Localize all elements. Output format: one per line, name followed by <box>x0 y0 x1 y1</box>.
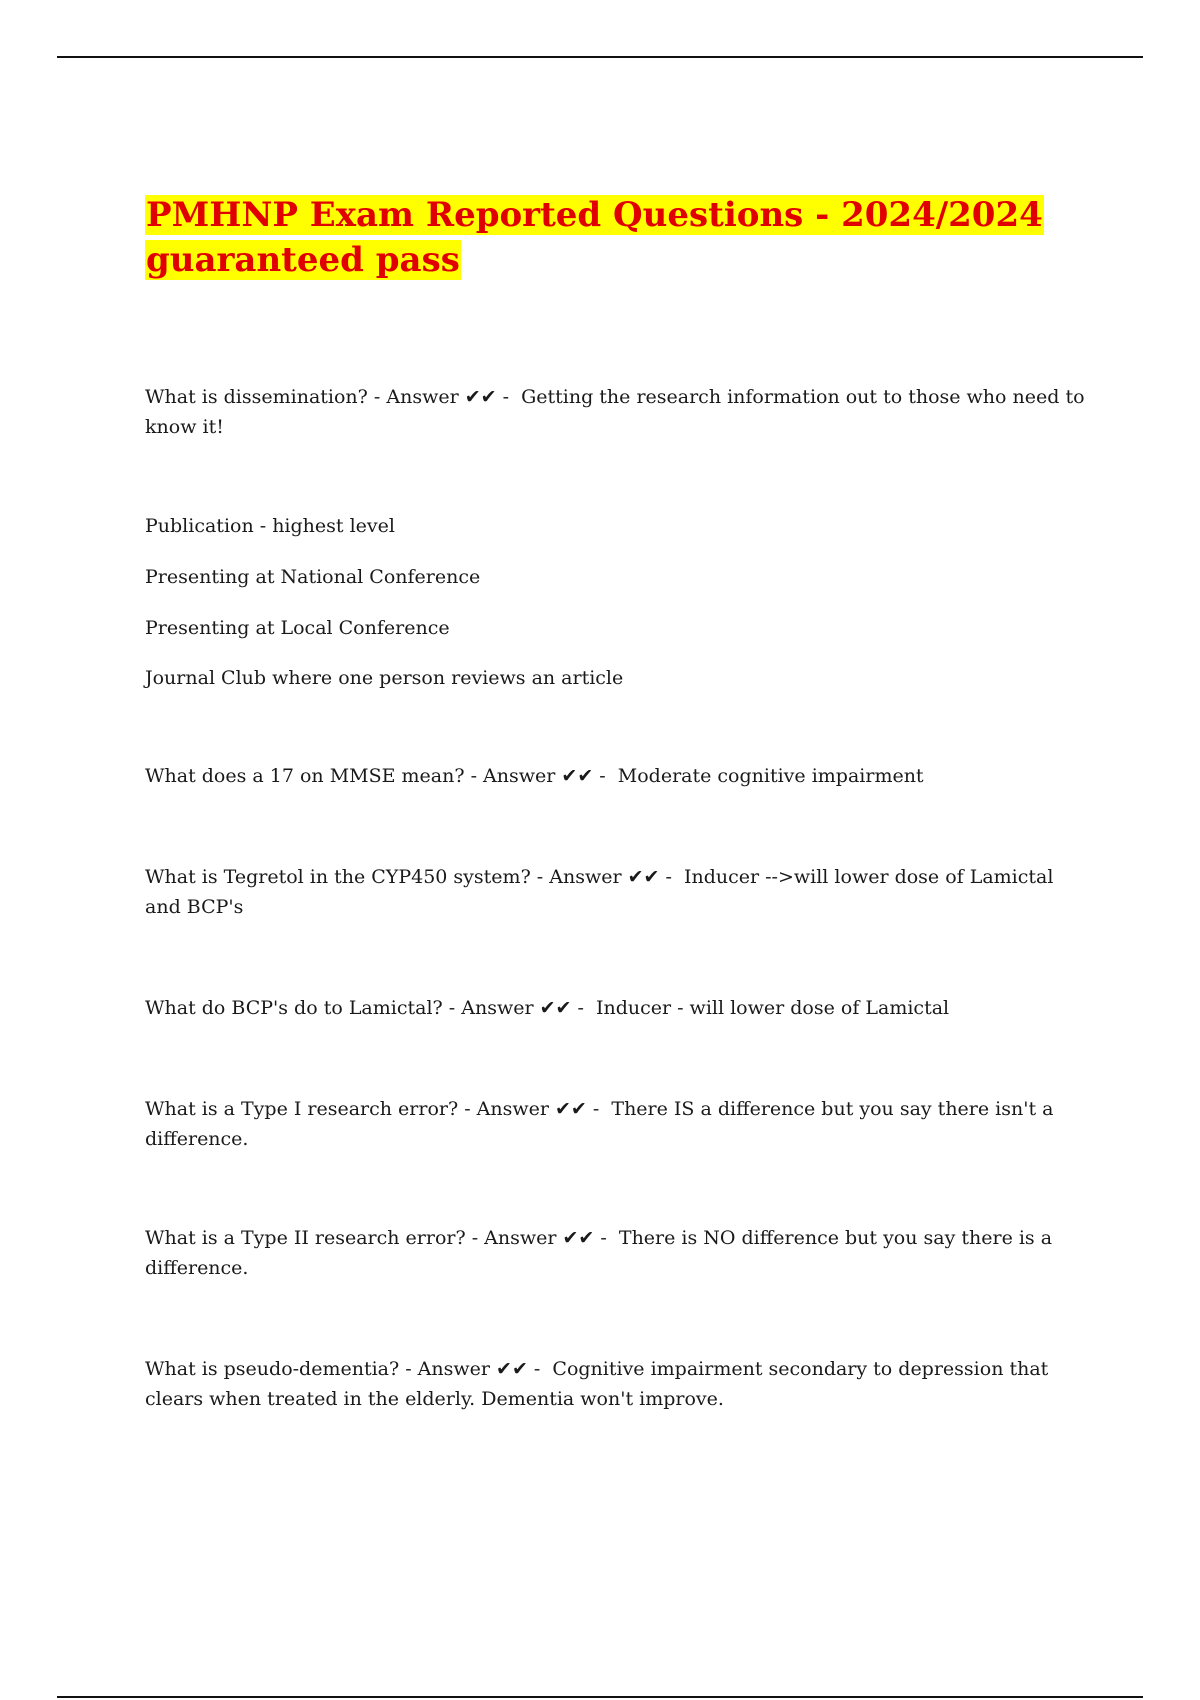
title-line-2: guaranteed pass <box>146 240 460 280</box>
question-text: What do BCP's do to Lamictal? <box>145 997 443 1019</box>
qa-item-mmse <box>145 761 1085 791</box>
qa-item-tegretol <box>145 862 1085 922</box>
dissemination-level-item: Publication - highest level <box>145 515 395 537</box>
answer-text: Moderate cognitive impairment <box>617 765 924 787</box>
question-text: What is Tegretol in the CYP450 system? <box>145 866 531 888</box>
qa-item-type-1-error <box>145 1094 1085 1154</box>
answer-text: Inducer -->will lower dose of Lamictal and BCP's <box>145 866 1054 918</box>
answer-text: There IS a difference but you say there isn't a difference. <box>145 1098 1054 1150</box>
qa-item-type-2-error <box>145 1223 1085 1283</box>
question-text: What is a Type I research error? <box>145 1098 459 1120</box>
question-text: What is a Type II research error? <box>145 1227 466 1249</box>
answer-marker: - Answer ✔✔ - <box>367 386 522 408</box>
qa-item-pseudo-dementia <box>145 1354 1085 1414</box>
dissemination-level-item: Journal Club where one person reviews an article <box>145 667 624 689</box>
answer-text: Inducer - will lower dose of Lamictal <box>595 997 950 1019</box>
dissemination-level-item: Presenting at National Conference <box>145 566 481 588</box>
answer-marker: - Answer ✔✔ - <box>465 1227 619 1249</box>
bottom-rule <box>57 1696 1143 1698</box>
answer-marker: - Answer ✔✔ - <box>464 765 618 787</box>
dissemination-level-item: Presenting at Local Conference <box>145 617 450 639</box>
answer-text: Cognitive impairment secondary to depression that clears when treated in the elderly. Dementia won't improve. <box>145 1358 1049 1410</box>
answer-marker: - Answer ✔✔ - <box>442 997 596 1019</box>
question-text: What is pseudo-dementia? <box>145 1358 400 1380</box>
qa-item-bcp-lamictal <box>145 993 1085 1023</box>
answer-marker: - Answer ✔✔ - <box>530 866 684 888</box>
qa-item-dissemination <box>145 382 1085 442</box>
answer-text: There is NO difference but you say there is a difference. <box>145 1227 1053 1279</box>
answer-marker: - Answer ✔✔ - <box>458 1098 612 1120</box>
answer-text: Getting the research information out to those who need to know it! <box>145 386 1085 438</box>
document-title <box>145 193 1065 283</box>
top-rule <box>57 56 1143 58</box>
question-text: What does a 17 on MMSE mean? <box>145 765 465 787</box>
title-line-1: PMHNP Exam Reported Questions - 2024/2024 <box>146 195 1043 235</box>
answer-marker: - Answer ✔✔ - <box>399 1358 553 1380</box>
question-text: What is dissemination? <box>145 386 368 408</box>
